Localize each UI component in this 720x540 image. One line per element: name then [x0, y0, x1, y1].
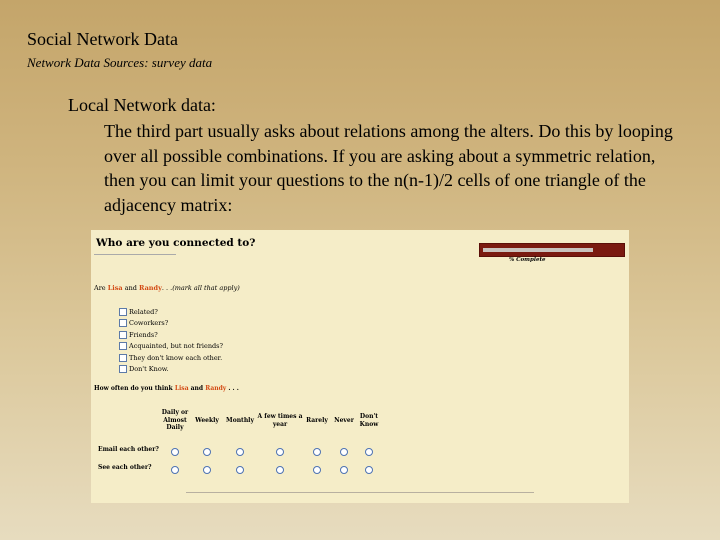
relation-option[interactable] [119, 306, 223, 318]
frequency-radio[interactable] [276, 466, 284, 474]
frequency-radio[interactable] [171, 466, 179, 474]
relation-checkbox[interactable] [119, 354, 127, 362]
slide-subtitle: Network Data Sources: survey data [27, 55, 213, 70]
relation-option[interactable] [119, 318, 223, 330]
frequency-column-header: Never [334, 417, 354, 424]
slide-title: Social Network Data [27, 29, 178, 49]
frequency-radio[interactable] [171, 448, 179, 456]
frequency-name-2: Randy [205, 385, 227, 392]
relation-suffix: . . .(mark all that apply) [161, 284, 240, 292]
frequency-row-label: Email each other? [98, 446, 159, 453]
relation-prefix: Are [94, 284, 106, 292]
alter-name-1: Lisa [107, 284, 123, 292]
frequency-radio[interactable] [313, 466, 321, 474]
frequency-radio[interactable] [236, 448, 244, 456]
frequency-name-1: Lisa [174, 385, 189, 392]
bottom-divider [186, 492, 534, 493]
frequency-question [94, 385, 239, 392]
relation-checkbox[interactable] [119, 319, 127, 327]
relation-option[interactable] [119, 352, 223, 364]
frequency-column-header: Monthly [226, 417, 254, 424]
frequency-radio[interactable] [203, 448, 211, 456]
frequency-radio[interactable] [203, 466, 211, 474]
relation-option-label: Don't Know. [129, 365, 169, 374]
frequency-column-header: Weekly [195, 417, 219, 424]
frequency-radio[interactable] [236, 466, 244, 474]
frequency-and: and [190, 385, 204, 392]
frequency-radio[interactable] [365, 448, 373, 456]
relation-question [94, 284, 240, 292]
relation-option-label: Coworkers? [129, 319, 169, 328]
frequency-column-header: Don't Know [359, 413, 379, 428]
relation-option-label: Acquainted, but not friends? [129, 342, 223, 351]
frequency-column-header: A few times a year [257, 413, 303, 428]
relation-option-label: They don't know each other. [129, 353, 223, 362]
frequency-radio[interactable] [313, 448, 321, 456]
relation-option[interactable] [119, 364, 223, 376]
alter-name-2: Randy [139, 284, 162, 292]
relation-and: and [124, 284, 137, 292]
progress-bar [479, 243, 625, 257]
relation-checkbox[interactable] [119, 365, 127, 373]
relation-checkbox[interactable] [119, 331, 127, 339]
relation-checkbox[interactable] [119, 342, 127, 350]
slide-heading: Local Network data: [68, 95, 216, 115]
frequency-column-header: Rarely [306, 417, 328, 424]
relation-checkbox[interactable] [119, 308, 127, 316]
frequency-radio[interactable] [365, 466, 373, 474]
question-divider [94, 254, 176, 255]
relation-checkbox-list [119, 306, 223, 375]
frequency-radio[interactable] [340, 466, 348, 474]
question-title: Who are you connected to? [96, 237, 256, 249]
relation-option-label: Related? [129, 307, 158, 316]
survey-screenshot [91, 230, 629, 503]
frequency-radio[interactable] [276, 448, 284, 456]
relation-option-label: Friends? [129, 330, 158, 339]
frequency-suffix: . . . [228, 385, 239, 392]
frequency-column-header: Daily or Almost Daily [161, 409, 189, 431]
slide-body-text: The third part usually asks about relations among the alters. Do this by looping over all possible combinations. If you are asking about a symmetric relation, then you can limit your questions to the n(n-1)/2 cells of one triangle of the adjacency matrix: [104, 121, 673, 215]
relation-option[interactable] [119, 329, 223, 341]
progress-label: % Complete [509, 257, 546, 263]
progress-fill [483, 248, 593, 252]
relation-option[interactable] [119, 341, 223, 353]
frequency-row-label: See each other? [98, 464, 152, 471]
frequency-prefix: How often do you think [94, 385, 173, 392]
frequency-radio[interactable] [340, 448, 348, 456]
